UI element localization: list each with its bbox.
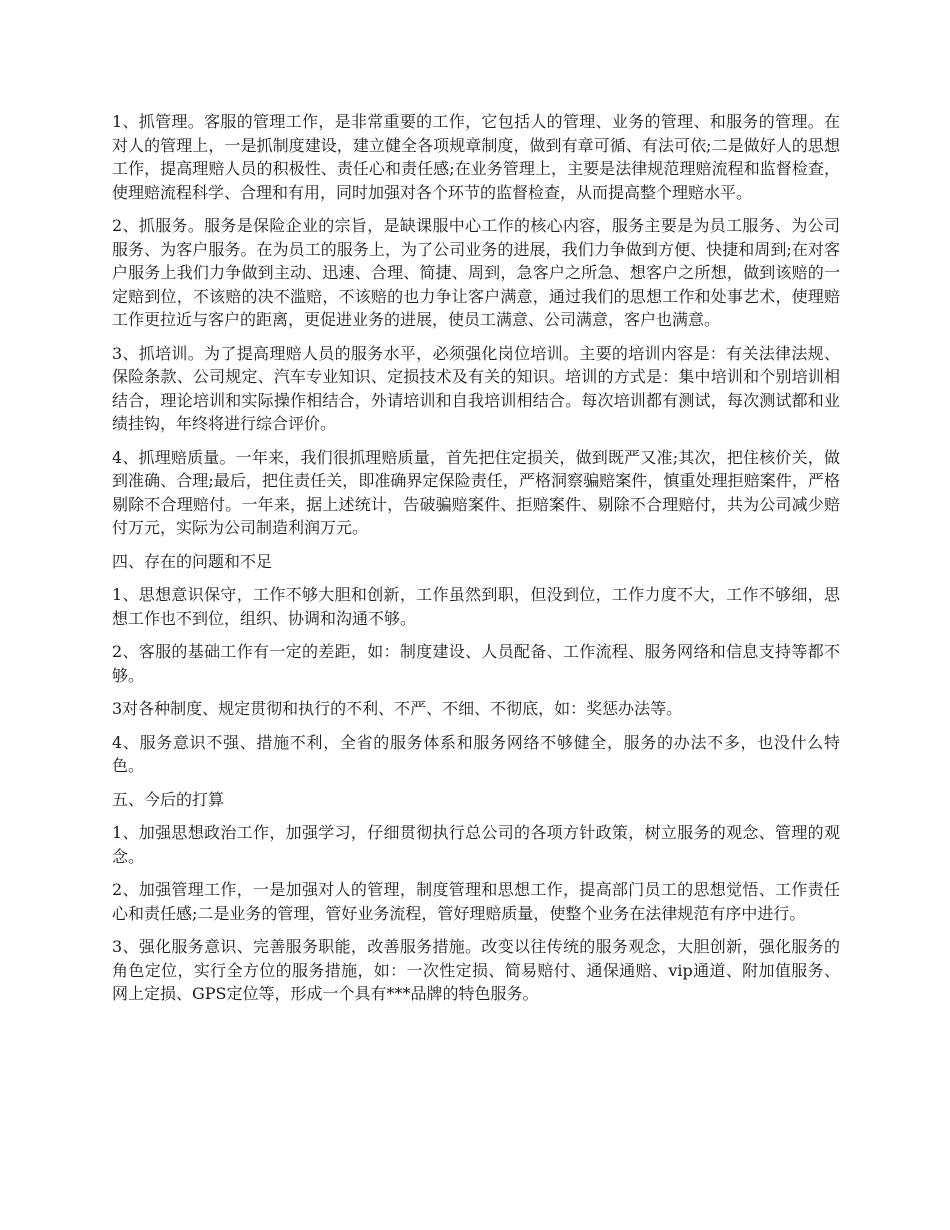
section-heading-problems: 四、存在的问题和不足 <box>112 551 273 571</box>
paragraph-problem-1: 1、思想意识保守，工作不够大胆和创新，工作虽然到职，但没到位，工作力度不大，工作不够细，思想工作也不到位，组织、协调和沟通不够。 <box>112 585 840 628</box>
paragraph-manage: 1、抓管理。客服的管理工作，是非常重要的工作，它包括人的管理、业务的管理、和服务的管理。在对人的管理上，一是抓制度建设，建立健全各项规章制度，做到有章可循、有法可依;二是做好人的思想工作，提高理赔人员的积极性、责任心和责任感;在业务管理上，主要是法律规范理赔流程和监督检查，使理赔流程科学、合理和有用，同时加强对各个环节的监督检查，从而提高整个理赔水平。 <box>112 112 840 202</box>
paragraph-claim-quality: 4、抓理赔质量。一年来，我们很抓理赔质量，首先把住定损关，做到既严又准;其次，把住核价关，做到准确、合理;最后，把住责任关，即准确界定保险责任，严格洞察骗赔案件，慎重处理拒赔案件，严格剔除不合理赔付。一年来，据上述统计，告破骗赔案件、拒赔案件、剔除不合理赔付，共为公司减少赔付万元，实际为公司制造利润万元。 <box>112 447 840 537</box>
paragraph-problem-3: 3对各种制度、规定贯彻和执行的不利、不严、不细、不彻底，如：奖惩办法等。 <box>112 699 683 718</box>
paragraph-plan-1: 1、加强思想政治工作，加强学习，仔细贯彻执行总公司的各项方针政策，树立服务的观念、管理的观念。 <box>112 823 840 866</box>
paragraph-plan-3: 3、强化服务意识、完善服务职能，改善服务措施。改变以往传统的服务观念，大胆创新，强化服务的角色定位，实行全方位的服务措施，如：一次性定损、简易赔付、通保通赔、vip通道、附加值服务、网上定损、GPS定位等，形成一个具有***品牌的特色服务。 <box>112 937 840 1003</box>
paragraph-plan-2: 2、加强管理工作，一是加强对人的管理，制度管理和思想工作，提高部门员工的思想觉悟、工作责任心和责任感;二是业务的管理，管好业务流程，管好理赔质量，使整个业务在法律规范有序中进行。 <box>112 880 840 923</box>
document-body <box>112 110 840 1016</box>
section-heading-plans: 五、今后的打算 <box>112 789 225 809</box>
paragraph-training: 3、抓培训。为了提高理赔人员的服务水平，必须强化岗位培训。主要的培训内容是：有关法律法规、保险条款、公司规定、汽车专业知识、定损技术及有关的知识。培训的方式是：集中培训和个别培训相结合，理论培训和实际操作相结合，外请培训和自我培训相结合。每次培训都有测试，每次测试都和业绩挂钩，年终将进行综合评价。 <box>112 343 840 433</box>
paragraph-problem-4: 4、服务意识不强、措施不利，全省的服务体系和服务网络不够健全，服务的办法不多，也没什么特色。 <box>112 732 840 775</box>
paragraph-problem-2: 2、客服的基础工作有一定的差距，如：制度建设、人员配备、工作流程、服务网络和信息支持等都不够。 <box>112 642 840 685</box>
paragraph-service: 2、抓服务。服务是保险企业的宗旨，是缺课服中心工作的核心内容，服务主要是为员工服务、为公司服务、为客户服务。在为员工的服务上，为了公司业务的进展，我们力争做到方便、快捷和周到;在对客户服务上我们力争做到主动、迅速、合理、简捷、周到，急客户之所急、想客户之所想，做到该赔的一定赔到位，不该赔的决不滥赔，不该赔的也力争让客户满意，通过我们的思想工作和处事艺术，使理赔工作更拉近与客户的距离，更促进业务的进展，使员工满意、公司满意，客户也满意。 <box>112 216 840 329</box>
